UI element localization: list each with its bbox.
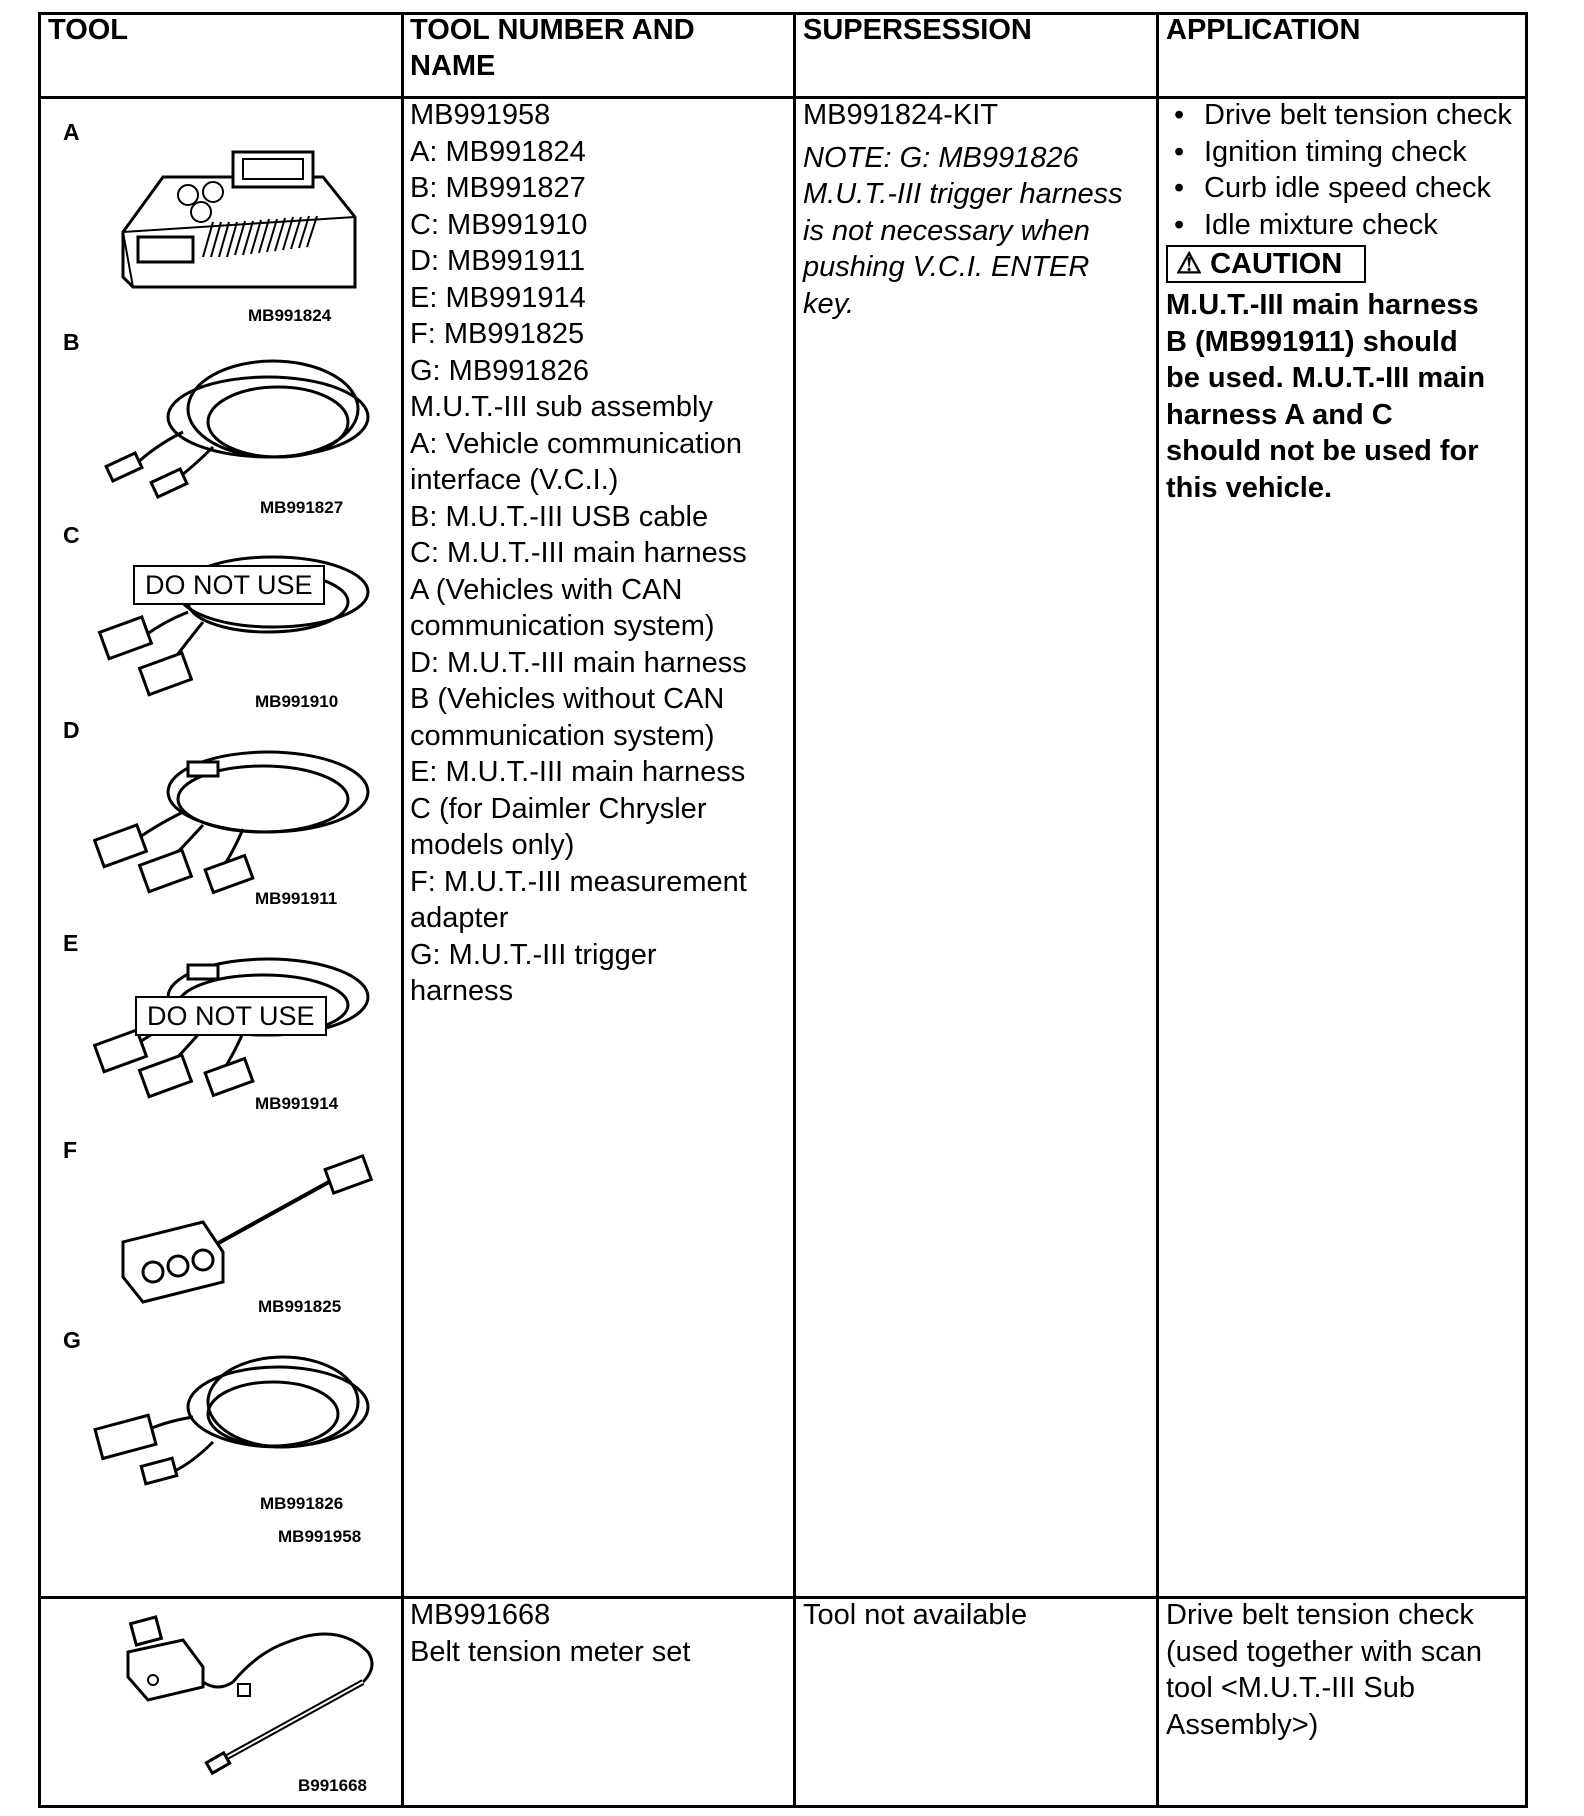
supersession-note [803,140,1153,323]
do-not-use-label-c: DO NOT USE [133,565,325,605]
header-tool: TOOL [48,14,129,46]
supersession-row1 [803,97,1153,322]
application-list [1166,97,1521,243]
caution-badge [1166,245,1366,283]
application-row1 [1166,97,1521,506]
number-line: A: Vehicle communication [410,427,743,460]
tool-number-and-name-row1 [410,97,785,1010]
part-code-f: MB991825 [258,1297,342,1316]
caution-line: this vehicle. [1166,471,1333,504]
do-not-use-label-e: DO NOT USE [135,996,327,1036]
supersession-value: MB991824-KIT [803,99,999,131]
tool-number-and-name-row2 [410,1597,785,1670]
supersession-row2: Tool not available [803,1599,1028,1631]
part-code-d: MB991911 [255,889,338,908]
number-line: A (Vehicles with CAN [410,573,683,606]
caution-line: should not be used for [1166,435,1479,467]
caution-text [1166,287,1521,506]
part-code-b: MB991827 [260,498,344,517]
measurement-adapter-icon [93,1152,383,1312]
column-divider-3 [1156,12,1159,1808]
main-harness-b-icon [93,737,383,902]
part-code-g: MB991826 [260,1494,344,1513]
number-line: communication system) [410,719,715,752]
header-tool-number-and-name: TOOL NUMBER AND NAME [410,14,695,82]
part-letter-e: E [63,930,79,956]
number-line: B: M.U.T.-III USB cable [410,500,709,533]
part-code-c: MB991910 [255,692,339,711]
usb-cable-icon [93,347,383,507]
table-border-bottom [38,1805,1528,1808]
trigger-harness-icon [93,1342,383,1502]
note-line: is not necessary when [803,214,1090,247]
number-line: A: MB991824 [410,135,586,168]
caution-line: M.U.T.-III main harness [1166,289,1479,321]
number-line: communication system) [410,610,715,642]
number-line: G: MB991826 [410,354,589,387]
caution-label: CAUTION [1210,248,1343,280]
table-border-left [38,12,41,1808]
number-line: interface (V.C.I.) [410,464,619,496]
note-line: key. [803,287,855,320]
part-code-belt-meter: B991668 [298,1776,368,1795]
number-line: G: M.U.T.-III trigger [410,938,657,971]
tool-set-code: MB991958 [278,1527,362,1546]
header-supersession: SUPERSESSION [803,14,1032,46]
application-line: tool <M.U.T.-III Sub [1166,1672,1416,1704]
number-line: adapter [410,902,509,934]
number-line: E: MB991914 [410,281,586,314]
warning-triangle-icon: ⚠ [1176,248,1202,280]
number-line: MB991958 [410,99,551,131]
number-line: F: MB991825 [410,318,585,350]
application-item: • Curb idle speed check [1166,170,1521,207]
caution-line: B (MB991911) should [1166,325,1458,358]
column-divider-1 [401,12,404,1808]
application-line: Drive belt tension check [1166,1599,1474,1631]
application-item: • Ignition timing check [1166,134,1521,171]
number-line: C: M.U.T.-III main harness [410,537,747,569]
application-line: (used together with scan [1166,1635,1482,1668]
part-code-e: MB991914 [255,1094,339,1113]
number-line: harness [410,975,514,1007]
part-letter-c: C [63,522,80,548]
application-line: Assembly>) [1166,1708,1319,1741]
number-line: D: M.U.T.-III main harness [410,646,747,679]
special-tools-table [38,12,1528,1808]
note-line: M.U.T.-III trigger harness [803,178,1123,210]
number-line: F: M.U.T.-III measurement [410,865,747,898]
part-letter-b: B [63,329,80,355]
number-line: models only) [410,829,575,861]
application-item: • Idle mixture check [1166,207,1521,244]
number-line: E: M.U.T.-III main harness [410,756,746,788]
number-line: C (for Daimler Chrysler [410,792,707,825]
note-line: pushing V.C.I. ENTER [803,251,1090,283]
header-application: APPLICATION [1166,14,1361,46]
number-line: M.U.T.-III sub assembly [410,391,713,423]
belt-tension-meter-icon [78,1612,398,1782]
number-line: D: MB991911 [410,245,586,277]
part-letter-d: D [63,717,80,743]
number-line: B (Vehicles without CAN [410,683,725,715]
part-letter-f: F [63,1137,78,1163]
application-item: • Drive belt tension check [1166,97,1521,134]
table-border-right [1525,12,1528,1808]
number-line: Belt tension meter set [410,1635,691,1668]
caution-line: harness A and C [1166,398,1393,431]
part-letter-g: G [63,1327,81,1353]
application-row2 [1166,1597,1521,1743]
number-line: MB991668 [410,1599,551,1631]
caution-line: be used. M.U.T.-III main [1166,362,1486,394]
note-line: NOTE: G: MB991826 [803,141,1079,174]
number-line: C: MB991910 [410,208,588,241]
part-letter-a: A [63,119,80,145]
part-code-a: MB991824 [248,306,332,325]
column-divider-2 [793,12,796,1808]
number-line: B: MB991827 [410,172,586,204]
vci-device-icon [93,137,373,327]
